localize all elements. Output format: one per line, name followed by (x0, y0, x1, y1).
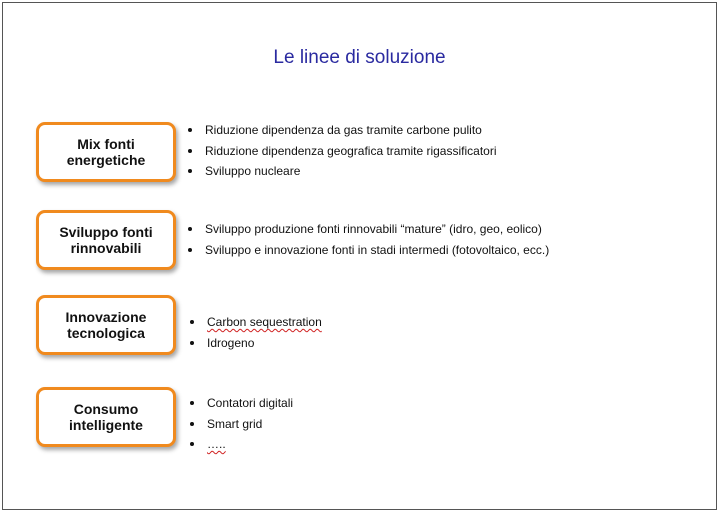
list-item (185, 242, 549, 263)
list-item (185, 122, 497, 143)
list-item (187, 416, 293, 437)
list-item (185, 143, 497, 164)
bullet-text: Riduzione dipendenza geografica tramite rigassificatori (205, 143, 497, 158)
bullet-list-consumo (187, 395, 293, 457)
section-label: Sviluppo fonti rinnovabili (59, 224, 153, 256)
bullet-text: Contatori digitali (207, 396, 294, 410)
bullet-text: ….. (207, 437, 226, 451)
section-label: Innovazione tecnologica (65, 309, 147, 341)
list-item (187, 395, 293, 416)
slide-title: Le linee di soluzione (273, 47, 446, 68)
bullet-list-innovazione (187, 314, 322, 355)
section-label: Consumo intelligente (69, 401, 143, 433)
section-box-consumo (36, 387, 176, 447)
bullet-text: Sviluppo nucleare (205, 164, 301, 178)
bullet-text: Sviluppo produzione fonti rinnovabili “mature” (idro, geo, eolico) (205, 222, 542, 236)
bullet-text: Riduzione dipendenza da gas tramite carbone pulito (205, 123, 482, 137)
list-item (187, 314, 322, 335)
section-label: Mix fonti energetiche (66, 136, 146, 168)
section-box-mix-fonti (36, 122, 176, 182)
bullet-list-mix-fonti (185, 122, 497, 184)
bullet-text: Idrogeno (207, 335, 255, 350)
list-item (185, 163, 497, 184)
list-item (187, 335, 322, 356)
section-box-sviluppo-fonti (36, 210, 176, 270)
bullet-text: Smart grid (207, 416, 263, 431)
section-box-innovazione (36, 295, 176, 355)
bullet-text: Carbon sequestration (207, 315, 322, 329)
list-item (187, 436, 293, 457)
bullet-text: Sviluppo e innovazione fonti in stadi intermedi (fotovoltaico, ecc.) (205, 242, 550, 257)
bullet-list-sviluppo-fonti (185, 221, 549, 262)
slide (2, 2, 717, 510)
list-item (185, 221, 549, 242)
